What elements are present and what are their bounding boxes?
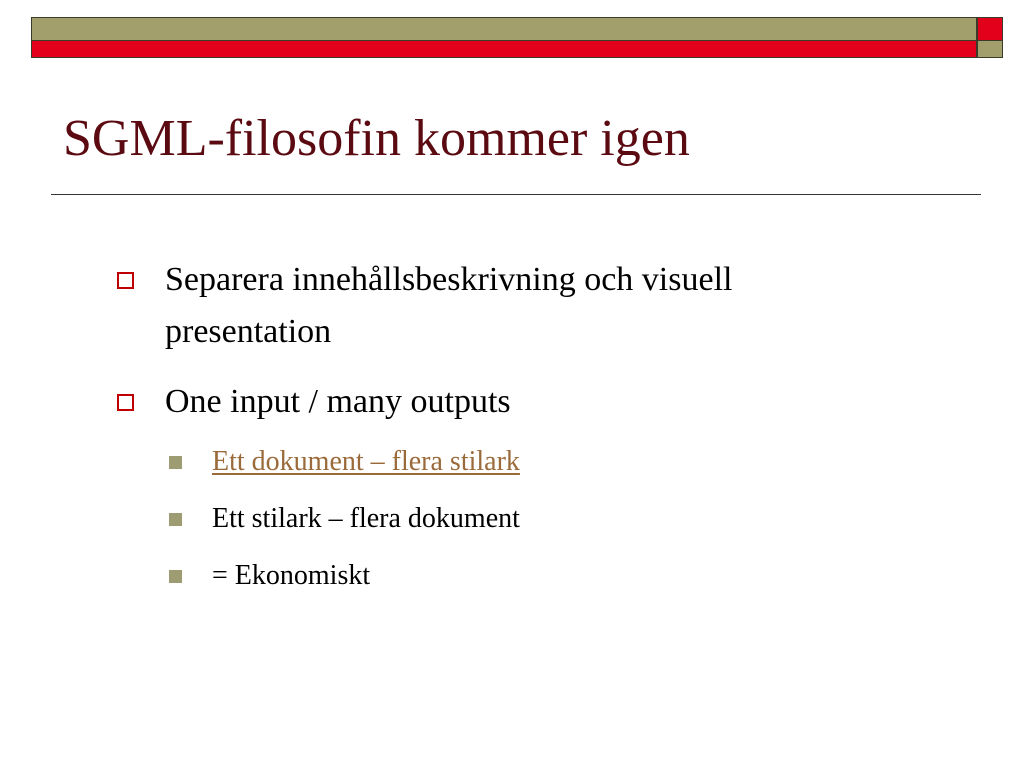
list-item-text: = Ekonomiskt xyxy=(212,560,371,591)
hollow-square-icon xyxy=(117,394,134,411)
corner-olive-square xyxy=(977,41,1003,58)
list-item xyxy=(117,254,947,358)
filled-square-icon xyxy=(169,456,182,469)
title-divider xyxy=(51,194,981,195)
slide-title: SGML-filosofin kommer igen xyxy=(63,110,690,167)
filled-square-icon xyxy=(169,570,182,583)
list-item xyxy=(166,499,946,539)
list-item-text: One input / many outputs xyxy=(165,383,511,420)
top-red-bar xyxy=(31,41,977,58)
list-item-text-line2: presentation xyxy=(165,313,332,350)
list-item-text xyxy=(165,254,947,358)
stylesheet-link[interactable]: Ett dokument – flera stilark xyxy=(212,446,520,477)
list-item-text: Ett stilark – flera dokument xyxy=(212,503,520,534)
top-olive-bar xyxy=(31,17,977,41)
list-item xyxy=(117,376,947,428)
filled-square-icon xyxy=(169,513,182,526)
list-item-text xyxy=(212,442,946,482)
list-item xyxy=(166,556,946,596)
corner-red-square xyxy=(977,17,1003,41)
hollow-square-icon xyxy=(117,272,134,289)
list-item-text-line1: Separera innehållsbeskrivning och visuell xyxy=(165,261,733,298)
list-item xyxy=(166,442,946,482)
